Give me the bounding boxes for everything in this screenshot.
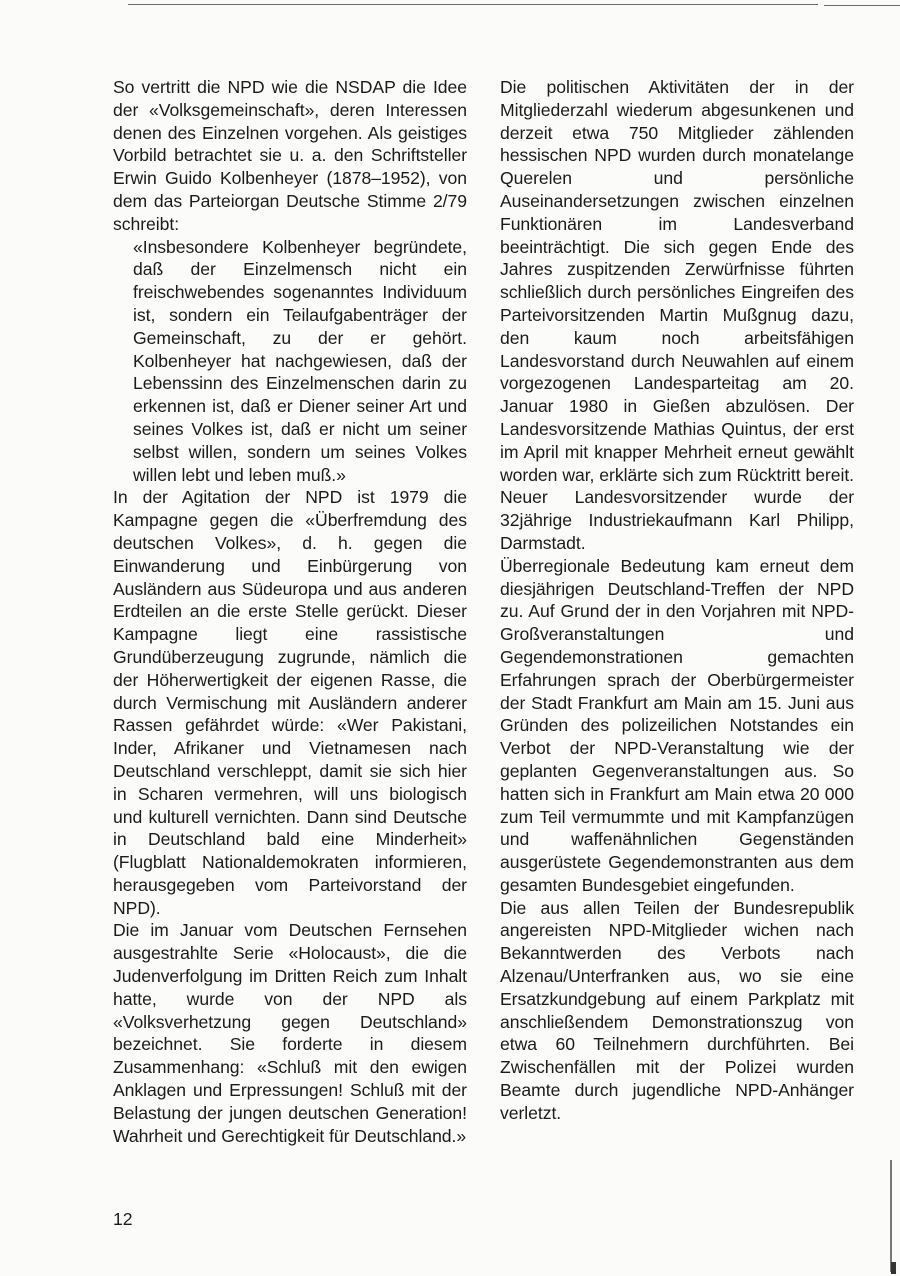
page-number: 12 (113, 1209, 133, 1229)
right-column (500, 76, 854, 1125)
top-rule (128, 4, 818, 5)
paragraph-3: Die im Januar vom Deutschen Fernsehen ausgestrahlte Serie «Holocaust», die die Judenverfolgung im Dritten Reich zum Inhalt hatte, wurde von der NPD als «Volksverhetzung gegen Deutschland» bezeichnet. Sie forderte in diesem Zusammenhang: «Schluß mit den ewigen Anklagen und Erpressungen! Schluß mit der Belastung der jungen deutschen Generation! Wahrheit und Gerechtigkeit für Deutschland.» (113, 920, 467, 1146)
edge-rule (890, 1160, 892, 1272)
paragraph-4: Die politischen Aktivitäten der in der Mitgliederzahl wiederum abgesunkenen und derzeit etwa 750 Mitglieder zählenden hessischen NPD wurden durch monatelange Querelen und persönliche Auseinandersetzungen zwischen einzelnen Funktionären im Landesverband beeinträchtigt. Die sich gegen Ende des Jahres zuspitzenden Zerwürfnisse führten schließlich durch persönliches Eingreifen des Parteivorsitzenden Martin Mußgnug dazu, den kaum noch arbeitsfähigen Landesvorstand durch Neuwahlen auf einem vorgezogenen Landesparteitag am 20. Januar 1980 in Gießen abzulösen. Der Landesvorsitzende Mathias Quintus, der erst im April mit knapper Mehrheit erneut gewählt worden war, erklärte sich zum Rücktritt bereit. Neuer Landesvorsitzender wurde der 32jährige Industriekaufmann Karl Philipp, Darmstadt. (500, 77, 854, 553)
paragraph-2: In der Agitation der NPD ist 1979 die Kampagne gegen die «Überfremdung des deutschen Volkes», d. h. gegen die Einwanderung und Einbürgerung von Ausländern aus Südeuropa und aus anderen Erdteilen an die erste Stelle gerückt. Dieser Kampagne liegt eine rassistische Grundüberzeugung zugrunde, nämlich die der Höherwertigkeit der eigenen Rasse, die durch Vermischung mit Ausländern anderer Rassen gefährdet würde: «Wer Pakistani, Inder, Afrikaner und Vietnamesen nach Deutschland verschleppt, damit sie sich hier in Scharen vermehren, will uns biologisch und kulturell vernichten. Dann sind Deutsche in Deutschland bald eine Minderheit» (Flugblatt Nationaldemokraten informieren, herausgegeben vom Parteivorstand der NPD). (113, 487, 467, 918)
paragraph-6: Die aus allen Teilen der Bundesrepublik angereisten NPD-Mitglieder wichen nach Bekanntwerden des Verbots nach Alzenau/Unterfranken aus, wo sie eine Ersatzkundgebung auf einem Parkplatz mit anschließendem Demonstrationszug von etwa 60 Teilnehmern durchführten. Bei Zwischenfällen mit der Polizei wurden Beamte durch jugendliche NPD-Anhänger verletzt. (500, 897, 854, 1123)
left-column (113, 76, 467, 1147)
top-rule-right (824, 5, 900, 6)
edge-mark (891, 1262, 896, 1274)
quote-kolbenheyer: «Insbesondere Kolbenheyer begründete, daß der Einzelmensch nicht ein freischwebendes sogenanntes Individuum ist, sondern ein Teilaufgabenträger der Gemeinschaft, zu der er gehört. Kolbenheyer hat nachgewiesen, daß der Lebenssinn des Einzelmenschen darin zu erkennen ist, daß er Diener seiner Art und seines Volkes ist, daß er nicht um seiner selbst willen, sondern um seines Volkes willen lebt und leben muß.» (133, 236, 467, 485)
paragraph-5: Überregionale Bedeutung kam erneut dem diesjährigen Deutschland-Treffen der NPD zu. Auf Grund der in den Vorjahren mit NPD-Großveranstaltungen und Gegendemonstrationen gemachten Erfahrungen sprach der Oberbürgermeister der Stadt Frankfurt am Main am 15. Juni aus Gründen des polizeilichen Notstandes ein Verbot der NPD-Veranstaltung wie der geplanten Gegenveranstaltungen aus. So hatten sich in Frankfurt am Main etwa 20 000 zum Teil vermummte und mit Kampfanzügen und waffenähnlichen Gegenständen ausgerüstete Gegendemonstranten aus dem gesamten Bundesgebiet eingefunden. (500, 555, 854, 895)
paragraph-1: So vertritt die NPD wie die NSDAP die Idee der «Volksgemeinschaft», deren Interessen denen des Einzelnen vorgehen. Als geistiges Vorbild betrachtet sie u. a. den Schriftsteller Erwin Guido Kolbenheyer (1878–1952), von dem das Parteiorgan Deutsche Stimme 2/79 schreibt: (113, 77, 467, 234)
